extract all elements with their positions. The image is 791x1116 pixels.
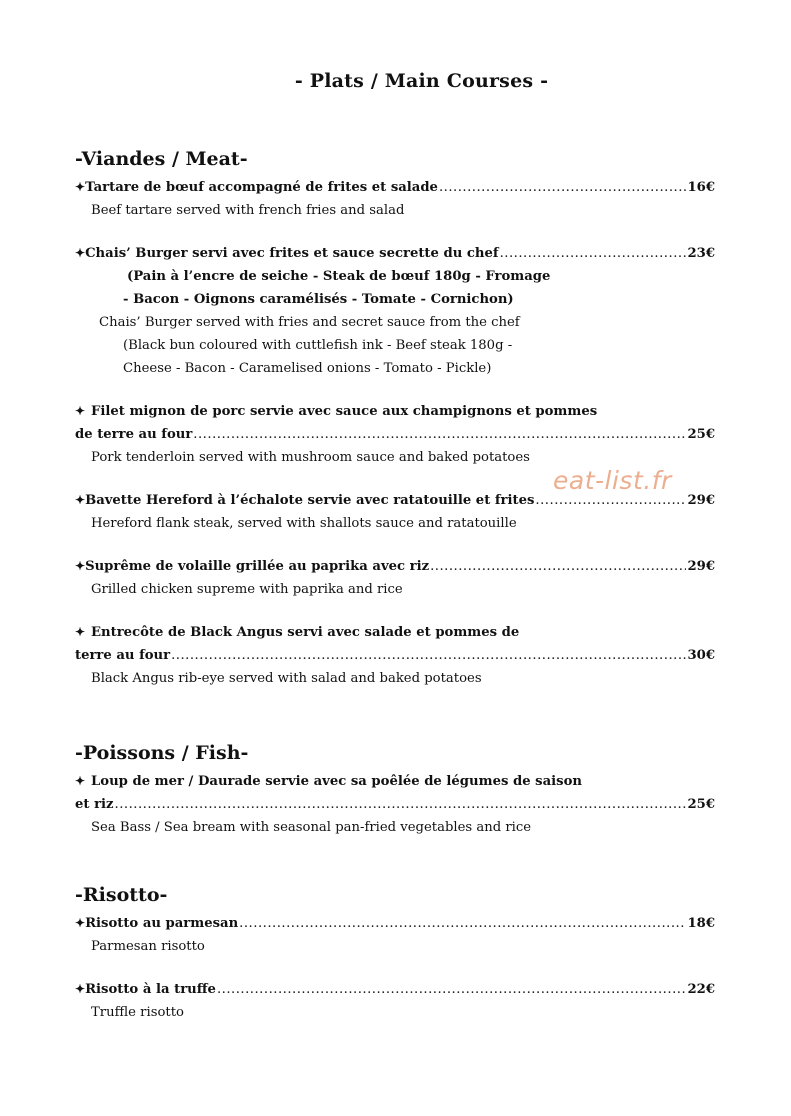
item-price: 16€ xyxy=(687,180,715,195)
bullet-icon: ✦ xyxy=(75,625,86,639)
item-price: 29€ xyxy=(687,493,715,508)
menu-item-burger xyxy=(75,242,715,380)
menu-item-filet-mignon xyxy=(75,400,715,469)
item-name: Suprême de volaille grillée au paprika avec riz xyxy=(85,559,430,574)
item-price: 29€ xyxy=(687,559,715,574)
item-details: (Pain à l’encre de seiche - Steak de bœuf 180g - Fromage xyxy=(127,269,551,284)
dot-leader xyxy=(239,912,686,935)
menu-item-tartare xyxy=(75,176,715,222)
bullet-icon: ✦ xyxy=(75,774,86,788)
dot-leader xyxy=(430,555,686,578)
section-title-risotto: -Risotto- xyxy=(75,884,168,906)
item-name: Risotto à la truffe xyxy=(85,982,216,997)
item-description: Parmesan risotto xyxy=(91,939,205,954)
bullet-icon: ✦ xyxy=(75,404,86,418)
item-description: Chais’ Burger served with fries and secret sauce from the chef xyxy=(99,315,520,330)
dot-leader xyxy=(193,423,686,446)
dot-leader xyxy=(115,793,687,816)
dot-leader xyxy=(217,978,687,1001)
item-name: Risotto au parmesan xyxy=(85,916,239,931)
item-name: Loup de mer / Daurade servie avec sa poêlée de légumes de saison xyxy=(91,774,582,789)
bullet-icon: ✦ xyxy=(75,246,86,260)
item-price: 30€ xyxy=(687,648,715,663)
item-name-cont: et riz xyxy=(75,797,114,812)
menu-item-risotto-truffe xyxy=(75,978,715,1024)
item-name: Tartare de bœuf accompagné de frites et salade xyxy=(85,180,438,195)
bullet-icon: ✦ xyxy=(75,493,86,507)
item-description: Sea Bass / Sea bream with seasonal pan-fried vegetables and rice xyxy=(91,820,532,835)
item-name: Entrecôte de Black Angus servi avec salade et pommes de xyxy=(91,625,520,640)
item-description: Pork tenderloin served with mushroom sauce and baked potatoes xyxy=(91,450,530,465)
dot-leader xyxy=(500,242,687,265)
dot-leader xyxy=(535,489,686,512)
watermark-logo: eat-list.fr xyxy=(553,466,672,495)
menu-item-entrecote xyxy=(75,621,715,690)
bullet-icon: ✦ xyxy=(75,559,86,573)
menu-item-supreme xyxy=(75,555,715,601)
item-description: Grilled chicken supreme with paprika and rice xyxy=(91,582,403,597)
section-meat xyxy=(75,147,715,710)
dot-leader xyxy=(171,644,686,667)
item-name: Bavette Hereford à l’échalote servie avec ratatouille et frites xyxy=(85,493,535,508)
section-title-meat: -Viandes / Meat- xyxy=(75,148,248,170)
item-name: Filet mignon de porc servie avec sauce aux champignons et pommes xyxy=(91,404,598,419)
item-description-sub: Cheese - Bacon - Caramelised onions - Tomato - Pickle) xyxy=(123,361,492,376)
item-description: Black Angus rib-eye served with salad and baked potatoes xyxy=(91,671,482,686)
bullet-icon: ✦ xyxy=(75,916,86,930)
section-fish xyxy=(75,741,715,859)
section-title-fish: -Poissons / Fish- xyxy=(75,742,249,764)
item-details: - Bacon - Oignons caramélisés - Tomate - Cornichon) xyxy=(123,292,514,307)
bullet-icon: ✦ xyxy=(75,982,86,996)
item-name-cont: de terre au four xyxy=(75,427,193,442)
dot-leader xyxy=(439,176,687,199)
item-description: Truffle risotto xyxy=(91,1005,184,1020)
item-price: 23€ xyxy=(687,246,715,261)
section-risotto xyxy=(75,883,715,1044)
menu-item-bavette xyxy=(75,489,715,535)
item-price: 18€ xyxy=(687,916,715,931)
item-description: Hereford flank steak, served with shallots sauce and ratatouille xyxy=(91,516,517,531)
item-price: 25€ xyxy=(687,427,715,442)
menu-item-sea-bass xyxy=(75,770,715,839)
item-description-sub: (Black bun coloured with cuttlefish ink - Beef steak 180g - xyxy=(123,338,513,353)
item-name-cont: terre au four xyxy=(75,648,171,663)
item-price: 25€ xyxy=(687,797,715,812)
page-title: - Plats / Main Courses - xyxy=(294,70,549,92)
menu-item-risotto-parmesan xyxy=(75,912,715,958)
item-price: 22€ xyxy=(687,982,715,997)
item-description: Beef tartare served with french fries and salad xyxy=(91,203,405,218)
bullet-icon: ✦ xyxy=(75,180,86,194)
item-name: Chais’ Burger servi avec frites et sauce secrette du chef xyxy=(85,246,499,261)
